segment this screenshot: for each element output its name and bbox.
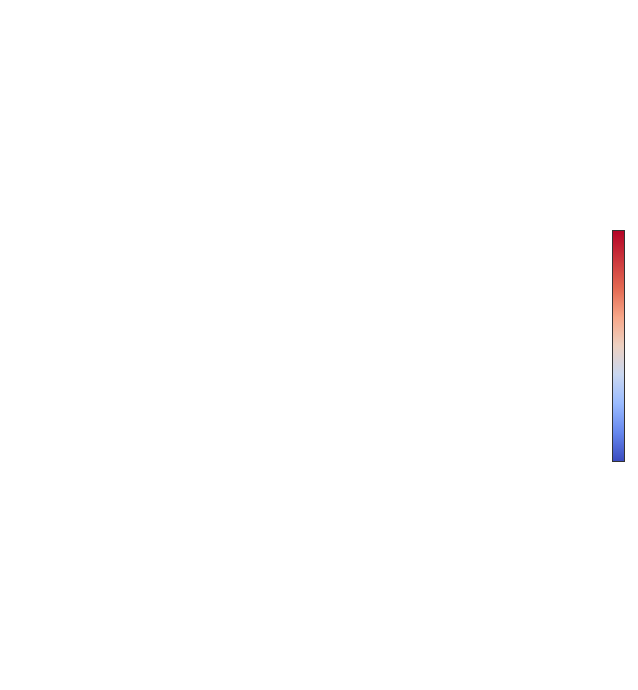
x-axis-labels <box>88 610 608 688</box>
colorbar <box>612 230 625 462</box>
